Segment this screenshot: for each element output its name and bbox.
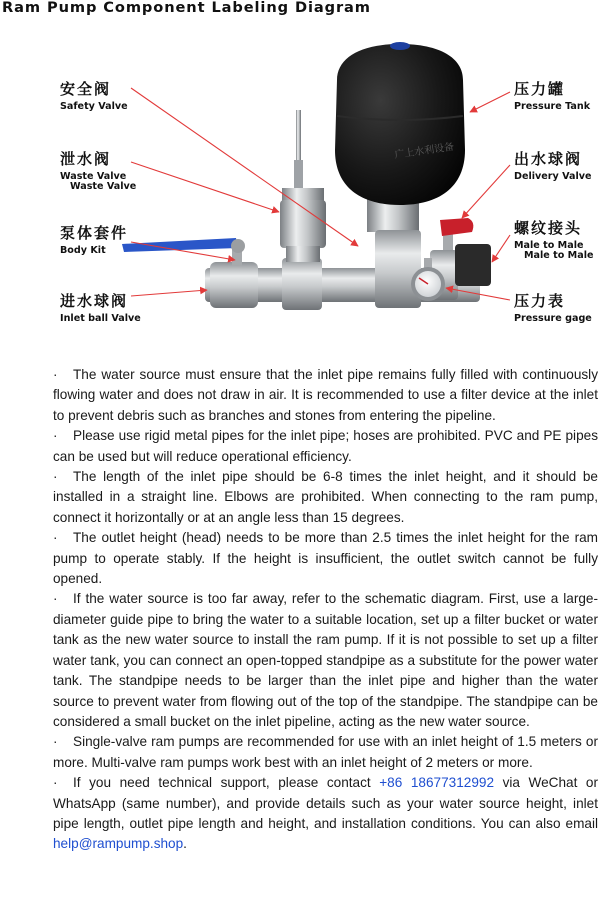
- label-pressure-tank: 压力罐 Pressure Tank: [514, 80, 591, 112]
- tank-watermark: 广上水利设备: [393, 141, 455, 161]
- paragraph: · The length of the inlet pipe should be 6-8 times the inlet height, and it should be installed in a straight line. Elbows are prohibited. When connecting to the ram pump, connect it horizontally or at an angle less than 15 degrees.: [53, 469, 598, 525]
- label-safety-valve: 安全阀 Safety Valve: [60, 80, 128, 112]
- inlet-ball-valve-assembly: [122, 238, 245, 266]
- label-waste-valve: 泄水阀 Waste Valve Waste Valve: [60, 150, 137, 192]
- paragraph: · Please use rigid metal pipes for the inlet pipe; hoses are prohibited. PVC and PE pipes can be used but will reduce operational efficiency.: [53, 428, 598, 464]
- paragraph: · The outlet height (head) needs to be more than 2.5 times the inlet height for the ram pump to operate stably. If the height is insufficient, the outlet switch cannot be fully opened.: [53, 530, 598, 587]
- diagram-title: Ram Pump Component Labeling Diagram: [2, 0, 371, 16]
- ram-pump-diagram: [0, 0, 600, 345]
- support-phone[interactable]: +86 18677312992: [379, 775, 495, 791]
- pressure-tank: [335, 42, 465, 232]
- label-delivery-valve: 出水球阀 Delivery Valve: [514, 150, 592, 182]
- label-body-kit: 泵体套件 Body Kit: [60, 224, 129, 256]
- instructions-text: [53, 365, 598, 855]
- support-paragraph: · If you need technical support, please contact +86 18677312992 via WeChat or WhatsApp (same number), and provide details such as your water source height, inlet pipe length, outlet pipe length and height, and installation conditions. You can also email help@rampump.shop.: [53, 775, 598, 852]
- waste-valve-assembly: [280, 110, 326, 262]
- paragraph: · The water source must ensure that the inlet pipe remains fully filled with continuously flowing water and does not draw in air. It is recommended to use a filter device at the inlet to prevent debris such as branches and stones from entering the pipeline.: [53, 367, 598, 423]
- label-male-to-male: 螺纹接头 Male to Male Male to Male: [514, 219, 594, 261]
- paragraph: · If the water source is too far away, refer to the schematic diagram. First, use a large-diameter guide pipe to bring the water to a suitable location, set up a filter bucket or water tank as the new water source to install the ram pump. If it is not possible to set up a filter water tank, you can connect an open-topped standpipe as a substitute for the power water tank. The standpipe needs to be larger than the inlet pipe and higher than the water source to prevent water from flowing out of the top of the standpipe. The standpipe can be considered a small bucket on the inlet pipeline, acting as the new water source.: [53, 591, 598, 729]
- paragraph: · Single-valve ram pumps are recommended for use with an inlet height of 1.5 meters or more. Multi-valve ram pumps work best with an inlet height of 2 meters or more.: [53, 734, 598, 770]
- support-email-link[interactable]: help@rampump.shop: [53, 836, 184, 852]
- label-pressure-gage: 压力表 Pressure gage: [514, 292, 592, 324]
- label-inlet-ball-valve: 进水球阀 Inlet ball Valve: [60, 292, 141, 324]
